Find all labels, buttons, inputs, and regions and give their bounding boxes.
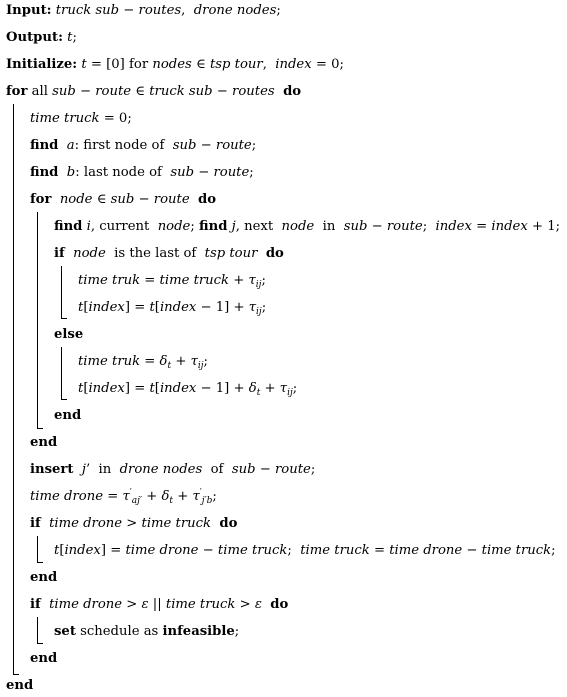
- algorithm-line: if time drone > time truck do: [30, 516, 238, 531]
- algorithm-line: time truk = time truck + $\tau_{ij}$;: [78, 273, 266, 290]
- algorithm-line: if node is the last of tsp tour do: [54, 246, 284, 261]
- block-tick-if-last: [61, 318, 67, 319]
- algorithm-line: set schedule as infeasible;: [54, 624, 240, 639]
- block-tick-inner-for: [37, 428, 43, 429]
- algorithm-line: t[index] = t[index − $1] + \delta_t + \tau_{ij}$;: [78, 381, 298, 398]
- algorithm-line: end: [54, 408, 82, 423]
- block-tick-if-drone: [37, 562, 43, 563]
- algorithm-line: else: [54, 327, 84, 342]
- algorithm-line: Output: t;: [6, 30, 77, 45]
- block-bar-else: [61, 347, 62, 399]
- algorithm-line: for all sub − route ∈ truck sub − routes do: [6, 84, 302, 99]
- block-bar-if-drone: [37, 536, 38, 562]
- block-bar-if-feasible: [37, 617, 38, 643]
- algorithm-line: end: [30, 435, 58, 450]
- algorithm-line: end: [6, 678, 34, 693]
- block-tick-else: [61, 399, 67, 400]
- algorithm-line: for node ∈ sub − route do: [30, 192, 217, 207]
- block-bar-outer-for: [13, 104, 14, 674]
- algorithm-line: time truk = $\delta_t + \tau_{ij}$;: [78, 354, 208, 371]
- algorithm-line: if time drone > ε || time truck > ε do: [30, 597, 289, 612]
- algorithm-line: end: [30, 651, 58, 666]
- algorithm-line: insert j’ in drone nodes of sub − route;: [30, 462, 316, 477]
- algorithm-line: find a: first node of sub − route;: [30, 138, 257, 153]
- algorithm-line: end: [30, 570, 58, 585]
- algorithm-line: t[index] = t[index − $1] + \tau_{ij}$;: [78, 300, 267, 317]
- algorithm-line: find b: last node of sub − route;: [30, 165, 254, 180]
- algorithm-line: t[index] = time drone − time truck; time truck = time drone − time truck;: [54, 543, 556, 558]
- algorithm-line: Input: truck sub − routes, drone nodes;: [6, 3, 281, 18]
- block-tick-outer-for: [13, 674, 19, 675]
- block-tick-if-feasible: [37, 643, 43, 644]
- algorithm-line: find i, current node; find j, next node in sub − route; index = index + 1;: [54, 219, 561, 234]
- algorithm-line: time truck = 0;: [30, 111, 132, 126]
- block-bar-inner-for: [37, 212, 38, 428]
- algorithm-line: time drone = $\tau'_{aj'} + \delta_t + \tau'_{j'b}$;: [30, 488, 217, 506]
- algorithm-line: Initialize: t = [0] for nodes ∈ tsp tour, index = 0;: [6, 57, 344, 72]
- block-bar-if-last: [61, 266, 62, 318]
